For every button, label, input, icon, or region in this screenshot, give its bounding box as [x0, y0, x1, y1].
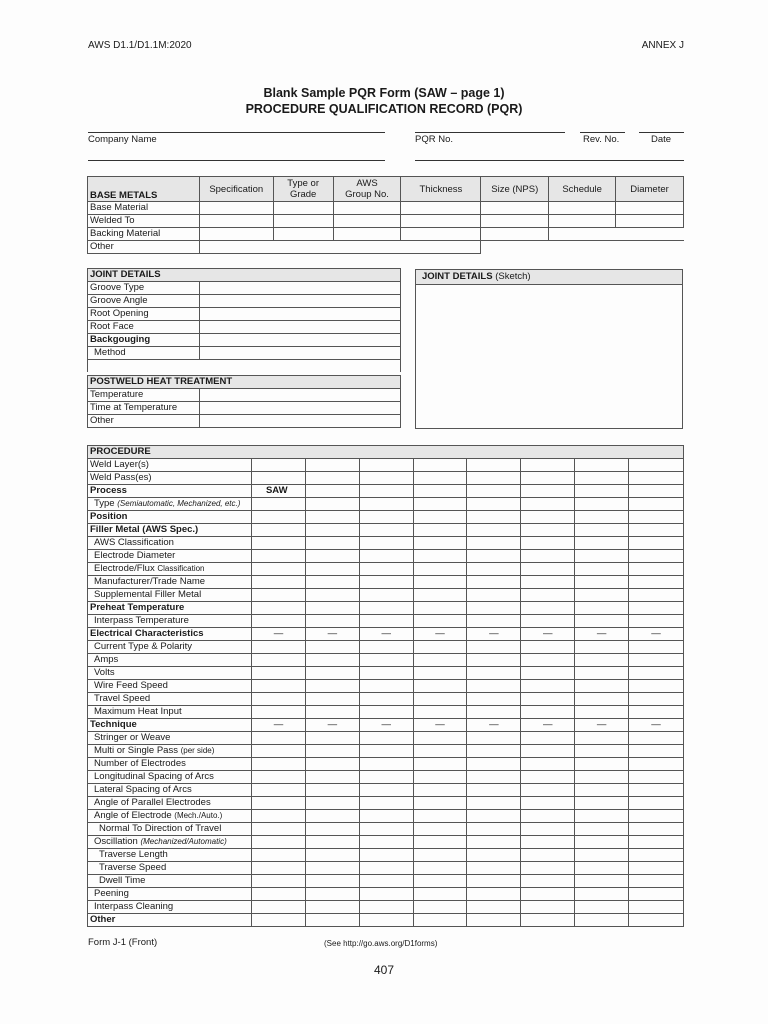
table-row: Method	[88, 347, 401, 360]
form-title: Blank Sample PQR Form (SAW – page 1)	[263, 86, 505, 100]
company-name-label: Company Name	[88, 134, 157, 145]
joint-details-table	[87, 268, 401, 372]
row-label: Other	[88, 241, 200, 254]
table-row: Amps	[88, 654, 684, 667]
date-label: Date	[651, 134, 672, 145]
col-specification: Specification	[199, 177, 273, 202]
row-label: Base Material	[88, 202, 200, 215]
table-row: Traverse Speed	[88, 862, 684, 875]
col-thickness: Thickness	[401, 177, 481, 202]
base-metals-header-row	[88, 177, 684, 202]
table-row: Type (Semiautomatic, Mechanized, etc.)	[88, 498, 684, 511]
base-metals-heading: BASE METALS	[88, 177, 200, 202]
col-diameter: Diameter	[616, 177, 684, 202]
table-row: Peening	[88, 888, 684, 901]
table-row: Weld Layer(s)	[88, 459, 684, 472]
table-row: Volts	[88, 667, 684, 680]
joint-sketch-box[interactable]	[415, 269, 683, 429]
date-line	[639, 132, 684, 133]
table-row: Backgouging	[88, 334, 401, 347]
pqr-no-label: PQR No.	[415, 134, 454, 145]
procedure-table	[87, 445, 684, 927]
table-row: Angle of Parallel Electrodes	[88, 797, 684, 810]
table-row: Root Opening	[88, 308, 401, 321]
table-row: Number of Electrodes	[88, 758, 684, 771]
table-row: Dwell Time	[88, 875, 684, 888]
table-row: Other	[88, 914, 684, 927]
table-row: Electrode Diameter	[88, 550, 684, 563]
row-label: Backing Material	[88, 228, 200, 241]
table-row: Normal To Direction of Travel	[88, 823, 684, 836]
table-row: Time at Temperature	[88, 402, 401, 415]
table-row	[88, 228, 684, 241]
table-row: Travel Speed	[88, 693, 684, 706]
pqr-no-line	[415, 132, 565, 133]
table-row: Maximum Heat Input	[88, 706, 684, 719]
company-name-line	[88, 132, 385, 133]
table-row: Supplemental Filler Metal	[88, 589, 684, 602]
table-row: Technique — — — — — — — —	[88, 719, 684, 732]
standard-code: AWS D1.1/D1.1M:2020	[88, 40, 192, 51]
col-aws-l1: AWS	[356, 178, 378, 189]
table-row: AWS Classification	[88, 537, 684, 550]
forms-url-note: (See http://go.aws.org/D1forms)	[324, 939, 438, 948]
col-type-or-grade-l2: Grade	[289, 189, 317, 200]
pwht-heading: POSTWELD HEAT TREATMENT	[88, 376, 401, 389]
page-number: 407	[373, 963, 395, 977]
table-row: Root Face	[88, 321, 401, 334]
table-row: Angle of Electrode (Mech./Auto.)	[88, 810, 684, 823]
table-row: Manufacturer/Trade Name	[88, 576, 684, 589]
col-aws-group	[333, 177, 401, 202]
table-row	[88, 241, 684, 254]
table-row: Preheat Temperature	[88, 602, 684, 615]
procedure-heading: PROCEDURE	[88, 446, 684, 459]
col-aws-l2: Group No.	[345, 189, 389, 200]
table-row: Wire Feed Speed	[88, 680, 684, 693]
table-row	[88, 215, 684, 228]
joint-sketch-heading: JOINT DETAILS (Sketch)	[416, 270, 682, 285]
table-row: Longitudinal Spacing of Arcs	[88, 771, 684, 784]
table-row: Filler Metal (AWS Spec.)	[88, 524, 684, 537]
col-type-or-grade-l1: Type or	[287, 178, 319, 189]
col-schedule: Schedule	[549, 177, 616, 202]
table-row: Multi or Single Pass (per side)	[88, 745, 684, 758]
rev-no-label: Rev. No.	[583, 134, 620, 145]
table-row: Groove Angle	[88, 295, 401, 308]
table-row: Weld Pass(es)	[88, 472, 684, 485]
table-row: Oscillation (Mechanized/Automatic)	[88, 836, 684, 849]
annex-label: ANNEX J	[641, 40, 684, 51]
table-row: Interpass Cleaning	[88, 901, 684, 914]
table-row: Groove Type	[88, 282, 401, 295]
joint-details-heading: JOINT DETAILS	[88, 269, 401, 282]
table-row: Electrode/Flux Classification	[88, 563, 684, 576]
pqr-line-2	[415, 160, 684, 161]
table-row: Current Type & Polarity	[88, 641, 684, 654]
col-size: Size (NPS)	[481, 177, 549, 202]
col-type-or-grade	[273, 177, 333, 202]
table-row: Temperature	[88, 389, 401, 402]
table-row: Interpass Temperature	[88, 615, 684, 628]
table-row: Stringer or Weave	[88, 732, 684, 745]
table-row: Other	[88, 415, 401, 428]
table-row: Lateral Spacing of Arcs	[88, 784, 684, 797]
table-row: Electrical Characteristics — — — — — — — —	[88, 628, 684, 641]
table-row	[88, 202, 684, 215]
rev-no-line	[580, 132, 625, 133]
table-row: Position	[88, 511, 684, 524]
table-row: Process SAW	[88, 485, 684, 498]
process-value: SAW	[251, 485, 305, 498]
base-metals-table	[87, 176, 684, 254]
pwht-table	[87, 375, 401, 428]
form-subtitle: PROCEDURE QUALIFICATION RECORD (PQR)	[245, 102, 523, 116]
form-number: Form J-1 (Front)	[88, 937, 158, 948]
row-label: Welded To	[88, 215, 200, 228]
table-row: Traverse Length	[88, 849, 684, 862]
company-name-line-2	[88, 160, 385, 161]
